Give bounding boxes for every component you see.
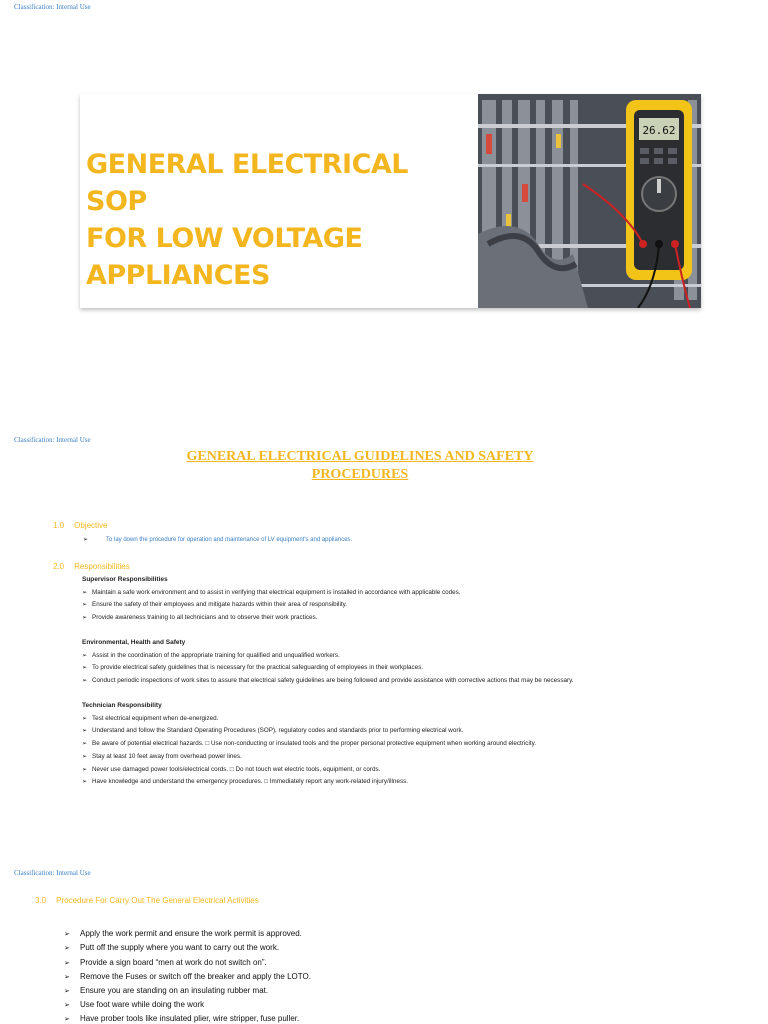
section-title: Objective [74, 521, 108, 530]
list-item: ➢ Be aware of potential electrical hazards. □ Use non-conducting or insulated tools and the proper personal protective equipment when working around electricity. [82, 740, 537, 747]
bullet-arrow-icon: ➢ [64, 1016, 70, 1023]
list-item: ➢ Understand and follow the Standard Operating Procedures (SOP), regulatory codes and standards prior to performing electrical work. [82, 727, 464, 734]
cover-title-line-2: FOR LOW VOLTAGE [86, 223, 363, 254]
guidelines-title [100, 448, 620, 484]
multimeter-photo [478, 94, 701, 308]
list-item: ➢ Provide awareness training to all technicians and to observe their work practices. [82, 614, 318, 621]
bullet-arrow-icon: ➢ [82, 602, 88, 608]
list-item: ➢ Stay at least 10 feet away from overhead power lines. [82, 753, 242, 760]
list-item: ➢ Have knowledge and understand the emergency procedures. □ Immediately report any work-related injury/illness. [82, 778, 409, 785]
bullet-arrow-icon: ➢ [82, 741, 88, 747]
supervisor-heading: Supervisor Responsibilities [82, 576, 168, 583]
section-procedure-heading [35, 896, 259, 905]
section-title: Responsibilities [74, 562, 130, 571]
bullet-arrow-icon: ➢ [82, 678, 88, 684]
cover-title [86, 146, 476, 294]
bullet-arrow-icon: ➢ [82, 590, 88, 596]
objective-item: ➢ To lay down the procedure for operation and maintenance of LV equipment's and appliances. [83, 537, 353, 543]
section-title: Procedure For Carry Out The General Electrical Activities [56, 896, 259, 905]
guidelines-title-line-1: GENERAL ELECTRICAL GUIDELINES AND SAFETY [186, 449, 534, 464]
list-item: ➢ Never use damaged power tools/electrical cords. □ Do not touch wet electric tools, equipment, or cords. [82, 766, 381, 773]
section-number: 2.0 [53, 562, 65, 571]
procedure-item: ➢ Ensure you are standing on an insulating rubber mat. [64, 986, 269, 995]
classification-label: Classification: Internal Use [14, 869, 91, 877]
technician-heading: Technician Responsibility [82, 702, 162, 709]
section-objective-heading [53, 521, 107, 530]
bullet-arrow-icon: ➢ [83, 537, 89, 543]
bullet-arrow-icon: ➢ [82, 754, 88, 760]
bullet-arrow-icon: ➢ [64, 988, 70, 995]
procedure-item: ➢ Have prober tools like insulated plier, wire stripper, fuse puller. [64, 1014, 300, 1023]
bullet-arrow-icon: ➢ [82, 665, 88, 671]
section-responsibilities-heading [53, 562, 130, 571]
bullet-arrow-icon: ➢ [82, 716, 88, 722]
bullet-arrow-icon: ➢ [82, 767, 88, 773]
classification-label: Classification: Internal Use [14, 3, 91, 11]
procedure-item: ➢ Remove the Fuses or switch off the breaker and apply the LOTO. [64, 972, 311, 981]
bullet-arrow-icon: ➢ [82, 615, 88, 621]
bullet-arrow-icon: ➢ [82, 653, 88, 659]
section-number: 1.0 [53, 521, 65, 530]
guidelines-title-line-2: PROCEDURES [311, 467, 409, 482]
list-item: ➢ Conduct periodic inspections of work sites to assure that electrical safety guidelines are being followed and provide assistance with corrective actions that may be necessary. [82, 677, 574, 684]
bullet-arrow-icon: ➢ [82, 728, 88, 734]
procedure-item: ➢ Putt off the supply where you want to carry out the work. [64, 943, 280, 952]
list-item: ➢ To provide electrical safety guidelines that is necessary for the practical safeguarding of employees in their workplaces. [82, 664, 424, 671]
list-item: ➢ Ensure the safety of their employees and mitigate hazards within their area of responsibility. [82, 601, 348, 608]
procedure-item: ➢ Apply the work permit and ensure the work permit is approved. [64, 929, 302, 938]
list-item: ➢ Maintain a safe work environment and to assist in verifying that electrical equipment is installed in accordance with applicable codes. [82, 589, 461, 596]
bullet-arrow-icon: ➢ [64, 960, 70, 967]
bullet-arrow-icon: ➢ [64, 945, 70, 952]
list-item: ➢ Test electrical equipment when de-energized. [82, 715, 219, 722]
bullet-arrow-icon: ➢ [64, 974, 70, 981]
meter-reading-text: 26.62 [642, 124, 676, 137]
cover-title-line-1: GENERAL ELECTRICAL SOP [86, 149, 409, 217]
cover-panel [80, 94, 701, 308]
list-item: ➢ Assist in the coordination of the appropriate training for qualified and unqualified workers. [82, 652, 340, 659]
bullet-arrow-icon: ➢ [64, 931, 70, 938]
classification-label: Classification: Internal Use [14, 436, 91, 444]
section-number: 3.0 [35, 896, 47, 905]
cover-title-line-3: APPLIANCES [86, 260, 270, 291]
bullet-arrow-icon: ➢ [64, 1002, 70, 1009]
ehs-heading: Environmental, Health and Safety [82, 639, 186, 646]
bullet-arrow-icon: ➢ [82, 779, 88, 785]
procedure-item: ➢ Use foot ware while doing the work [64, 1000, 205, 1009]
procedure-item: ➢ Provide a sign board “men at work do not switch on”. [64, 958, 267, 967]
multimeter-illustration [478, 94, 701, 308]
